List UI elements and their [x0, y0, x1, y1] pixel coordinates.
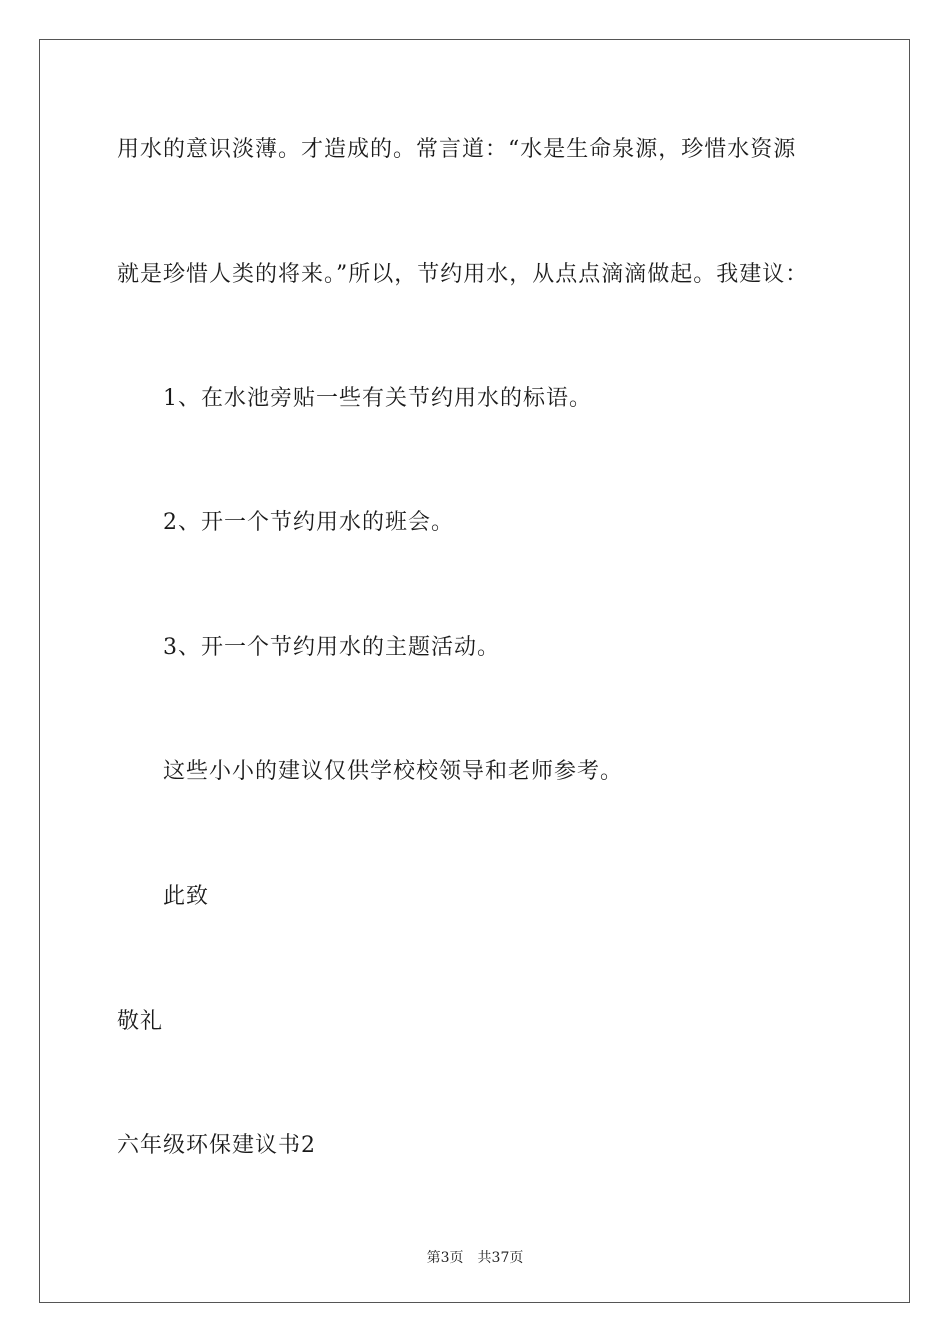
page-total: 共37页: [477, 1250, 524, 1266]
suggestion-item-1: 1、在水池旁贴一些有关节约用水的标语。: [163, 386, 592, 411]
suggestion-item-2: 2、开一个节约用水的班会。: [163, 510, 454, 535]
section-heading: 六年级环保建议书2: [117, 1133, 316, 1158]
page-border: [39, 39, 910, 1303]
body-paragraph-line: 就是珍惜人类的将来。”所以，节约用水，从点点滴滴做起。我建议：: [117, 262, 809, 287]
suggestion-item-3: 3、开一个节约用水的主题活动。: [163, 635, 500, 660]
page-footer: [0, 1247, 950, 1267]
closing-paragraph: 这些小小的建议仅供学校校领导和老师参考。: [163, 759, 624, 784]
regards-line: 敬礼: [117, 1009, 164, 1034]
page-number: 第3页: [426, 1250, 464, 1266]
body-paragraph-line: 用水的意识淡薄。才造成的。常言道：“水是生命泉源，珍惜水资源: [117, 137, 797, 162]
salutation-line: 此致: [163, 884, 210, 909]
